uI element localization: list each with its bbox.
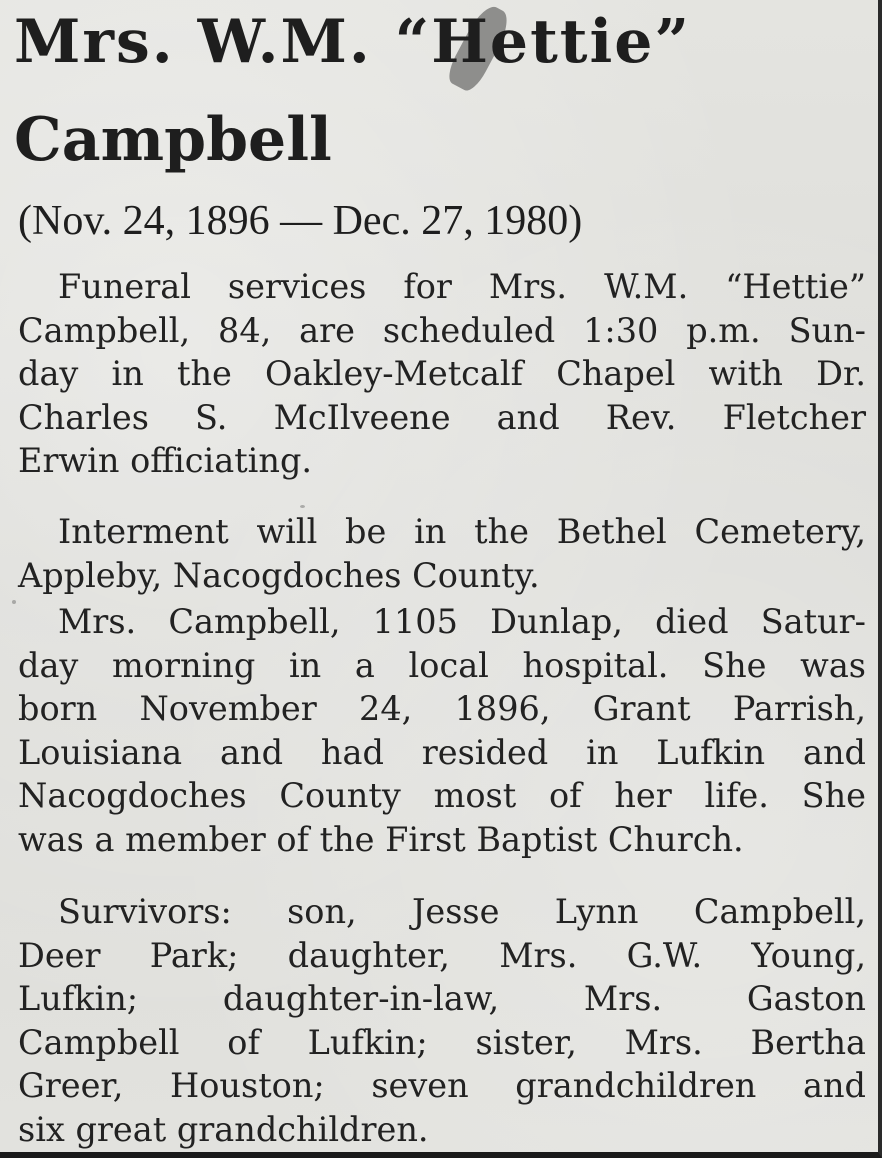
text-line: Deer Park; daughter, Mrs. G.W. Young, [18, 935, 866, 975]
text-line: Lufkin; daughter-in-law, Mrs. Gaston [18, 979, 866, 1018]
text-line: Appleby, Nacogdoches County. [18, 555, 540, 595]
text-line: Charles S. McIlveene and Rev. Fletcher [18, 397, 866, 437]
headline-name: Mrs. W.M. “Hettie” [14, 7, 691, 77]
text-line: Campbell of Lufkin; sister, Mrs. Bertha [18, 1022, 866, 1062]
text-line: Campbell, 84, are scheduled 1:30 p.m. Sun- [18, 310, 866, 350]
text-line: Erwin officiating. [18, 441, 313, 480]
interment-paragraph [18, 510, 866, 597]
text-line: was a member of the First Baptist Church. [18, 819, 744, 859]
print-speck [12, 600, 16, 604]
survivors-paragraph [18, 890, 866, 1151]
text-line: born November 24, 1896, Grant Parrish, [18, 689, 866, 728]
text-line: Mrs. Campbell, 1105 Dunlap, died Satur- [58, 602, 866, 641]
text-line: six great grandchildren. [18, 1109, 429, 1149]
print-speck [300, 505, 305, 508]
text-line: Nacogdoches County most of her life. She [18, 776, 866, 815]
text-line: Funeral services for Mrs. W.M. “Hettie” [58, 267, 866, 306]
text-line: day in the Oakley-Metcalf Chapel with Dr. [18, 354, 866, 393]
text-line: Survivors: son, Jesse Lynn Campbell, [58, 892, 866, 931]
text-line: day morning in a local hospital. She was [18, 645, 866, 685]
text-line: Interment will be in the Bethel Cemetery, [58, 512, 866, 551]
funeral-paragraph [18, 265, 866, 483]
text-line: Louisiana and had resided in Lufkin and [18, 732, 866, 772]
headline-surname: Campbell [14, 105, 332, 175]
text-line: Greer, Houston; seven grandchildren and [18, 1066, 866, 1105]
biography-paragraph [18, 600, 866, 861]
life-dates: (Nov. 24, 1896 — Dec. 27, 1980) [18, 198, 583, 244]
